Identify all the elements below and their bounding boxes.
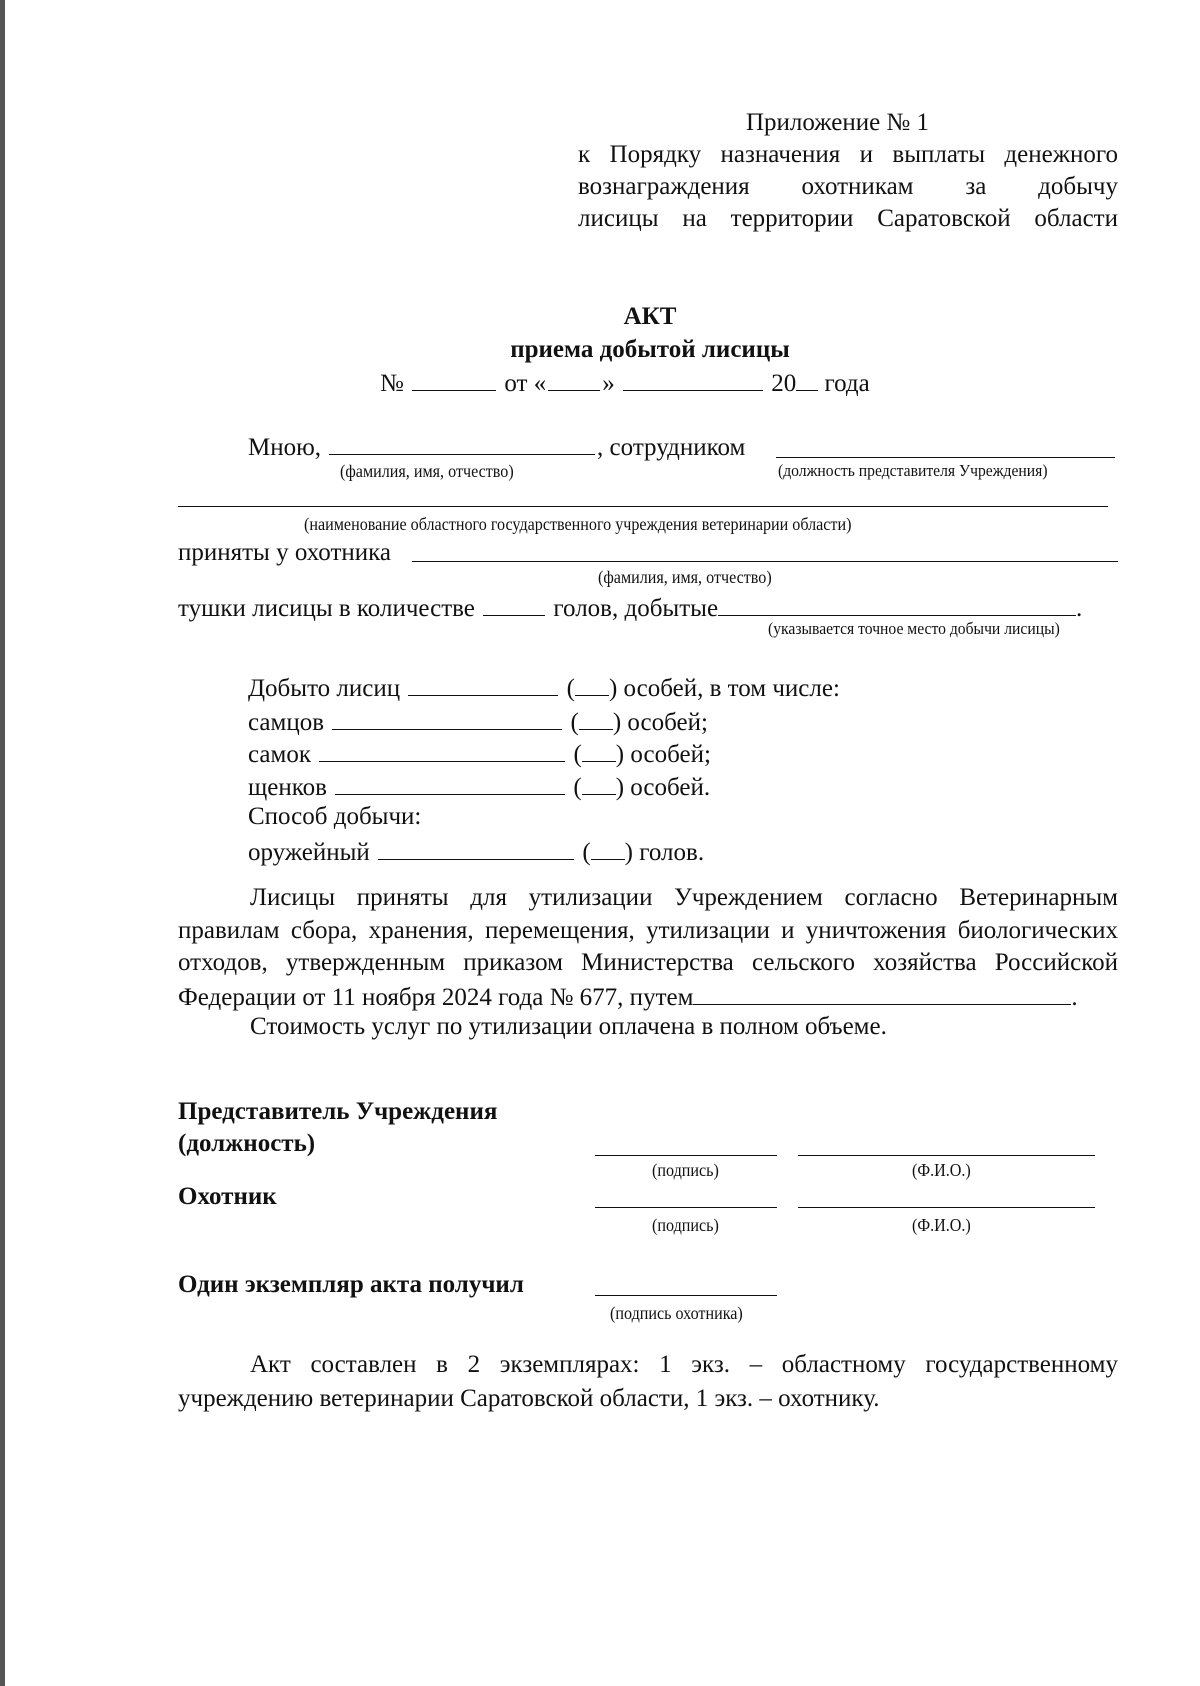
females-words-field[interactable] — [582, 737, 616, 762]
act-number-line — [380, 366, 870, 399]
caption-institution: (наименование областного государственного учреждения ветеринарии области) — [304, 514, 852, 534]
open-paren: ( — [566, 675, 575, 702]
appendix-line-2: вознаграждения охотникам за добычу — [578, 173, 1118, 200]
year-suffix: года — [824, 370, 870, 397]
males-words-field[interactable] — [579, 705, 613, 730]
firearm-suffix: ) голов. — [624, 839, 705, 866]
total-label: Добыто лисиц — [248, 675, 401, 702]
hunter-label: Охотник — [178, 1183, 277, 1210]
caption-place: (указывается точное место добычи лисицы) — [768, 619, 1060, 638]
appendix-line-1: к Порядку назначения и выплаты денежного — [578, 141, 1118, 168]
open-paren: ( — [582, 839, 591, 866]
hunter-fio-sign-field[interactable] — [798, 1207, 1095, 1208]
from-label: от « — [504, 370, 547, 397]
period: . — [1076, 595, 1083, 622]
act-subtitle: приема добытой лисицы — [510, 336, 790, 363]
year-field[interactable] — [796, 366, 818, 391]
place-field[interactable] — [718, 591, 1076, 616]
number-label: № — [380, 370, 404, 397]
number-field[interactable] — [412, 366, 496, 391]
copy-signature-field[interactable] — [595, 1295, 777, 1296]
year-prefix: 20 — [771, 370, 797, 397]
position-label: (должность) — [178, 1130, 316, 1157]
month-field[interactable] — [623, 366, 763, 391]
hunter-fio-field[interactable] — [412, 561, 1118, 562]
footer-text: Акт составлен в 2 экземплярах: 1 экз. – областному государственному учреждению ветеринарии Саратовской области, 1 экз. – охотнику. — [178, 1351, 1118, 1412]
caption-signature: (подпись) — [652, 1160, 719, 1180]
accepted-from-label: приняты у охотника — [178, 539, 392, 566]
act-title: АКТ — [623, 303, 677, 330]
males-label: самцов — [248, 709, 325, 736]
position-field[interactable] — [776, 457, 1115, 458]
cubs-label: щенков — [248, 774, 327, 801]
footer-paragraph — [178, 1348, 1118, 1416]
cubs-line — [248, 770, 710, 803]
disposal-text: Лисицы приняты для утилизации Учреждением согласно Ветеринарным правилам сбора, хранения, перемещения, утилизации и уничтожения биологических отходов, утвержденным приказом Министерства сельского хозяйства Российской Федерации от 11 ноября 2024 года № 677, путем — [178, 884, 1118, 1011]
appendix-title: Приложение № 1 — [746, 109, 930, 136]
females-line — [248, 737, 711, 770]
females-label: самок — [248, 741, 311, 768]
firearm-line — [248, 835, 704, 868]
employee-label: , сотрудником — [597, 434, 746, 461]
appendix-line-3: лисицы на территории Саратовской области — [578, 205, 1118, 232]
total-words-field[interactable] — [575, 671, 609, 696]
males-field[interactable] — [332, 705, 562, 730]
caption-fio-short: (Ф.И.О.) — [912, 1160, 971, 1180]
cubs-field[interactable] — [335, 770, 565, 795]
by-me-label: Мною, — [248, 434, 322, 461]
females-suffix: ) особей; — [615, 741, 711, 768]
open-paren: ( — [573, 774, 582, 801]
day-field[interactable] — [548, 366, 600, 391]
heads-count-field[interactable] — [483, 591, 545, 616]
caption-position: (должность представителя Учреждения) — [778, 461, 1048, 480]
caption-hunter-fio: (фамилия, имя, отчество) — [598, 567, 772, 587]
copy-received-label: Один экземпляр акта получил — [178, 1271, 524, 1298]
cubs-suffix: ) особей. — [615, 774, 711, 801]
total-suffix: ) особей, в том числе: — [608, 675, 840, 702]
firearm-field[interactable] — [378, 835, 574, 860]
representative-signature-field[interactable] — [595, 1155, 777, 1156]
caption-fio-short: (Ф.И.О.) — [912, 1215, 971, 1235]
open-paren: ( — [570, 709, 579, 736]
males-line — [248, 705, 708, 738]
females-field[interactable] — [319, 737, 565, 762]
caption-hunter-signature: (подпись охотника) — [610, 1303, 743, 1323]
employee-fio-field[interactable] — [329, 430, 595, 455]
caption-fio: (фамилия, имя, отчество) — [340, 461, 514, 481]
disposal-method-field[interactable] — [693, 980, 1071, 1005]
representative-fio-field[interactable] — [798, 1155, 1095, 1156]
open-paren: ( — [573, 741, 582, 768]
method-label: Способ добычи: — [248, 803, 422, 830]
cubs-words-field[interactable] — [582, 770, 616, 795]
by-me-line — [248, 430, 745, 463]
scan-edge — [0, 0, 5, 1686]
representative-label: Представитель Учреждения — [178, 1098, 498, 1125]
heads-obtained-label: голов, добытые — [553, 595, 719, 622]
quote-close: » — [602, 370, 615, 397]
carcasses-label: тушки лисицы в количестве — [178, 595, 475, 622]
firearm-words-field[interactable] — [591, 835, 625, 860]
hunter-signature-field[interactable] — [595, 1207, 777, 1208]
firearm-label: оружейный — [248, 839, 370, 866]
total-field[interactable] — [408, 671, 558, 696]
paid-text: Стоимость услуг по утилизации оплачена в полном объеме. — [250, 1013, 887, 1040]
males-suffix: ) особей; — [612, 709, 708, 736]
caption-signature: (подпись) — [652, 1215, 719, 1235]
institution-field[interactable] — [178, 506, 1108, 507]
total-line — [248, 671, 840, 704]
disposal-paragraph: Лисицы приняты для утилизации Учреждением согласно Ветеринарным правилам сбора, хранения, перемещения, утилизации и уничтожения биологических отходов, утвержденным приказом Министерства сельского хозяйства Российской Федерации от 11 ноября 2024 года № 677, путем . — [178, 884, 1118, 1011]
